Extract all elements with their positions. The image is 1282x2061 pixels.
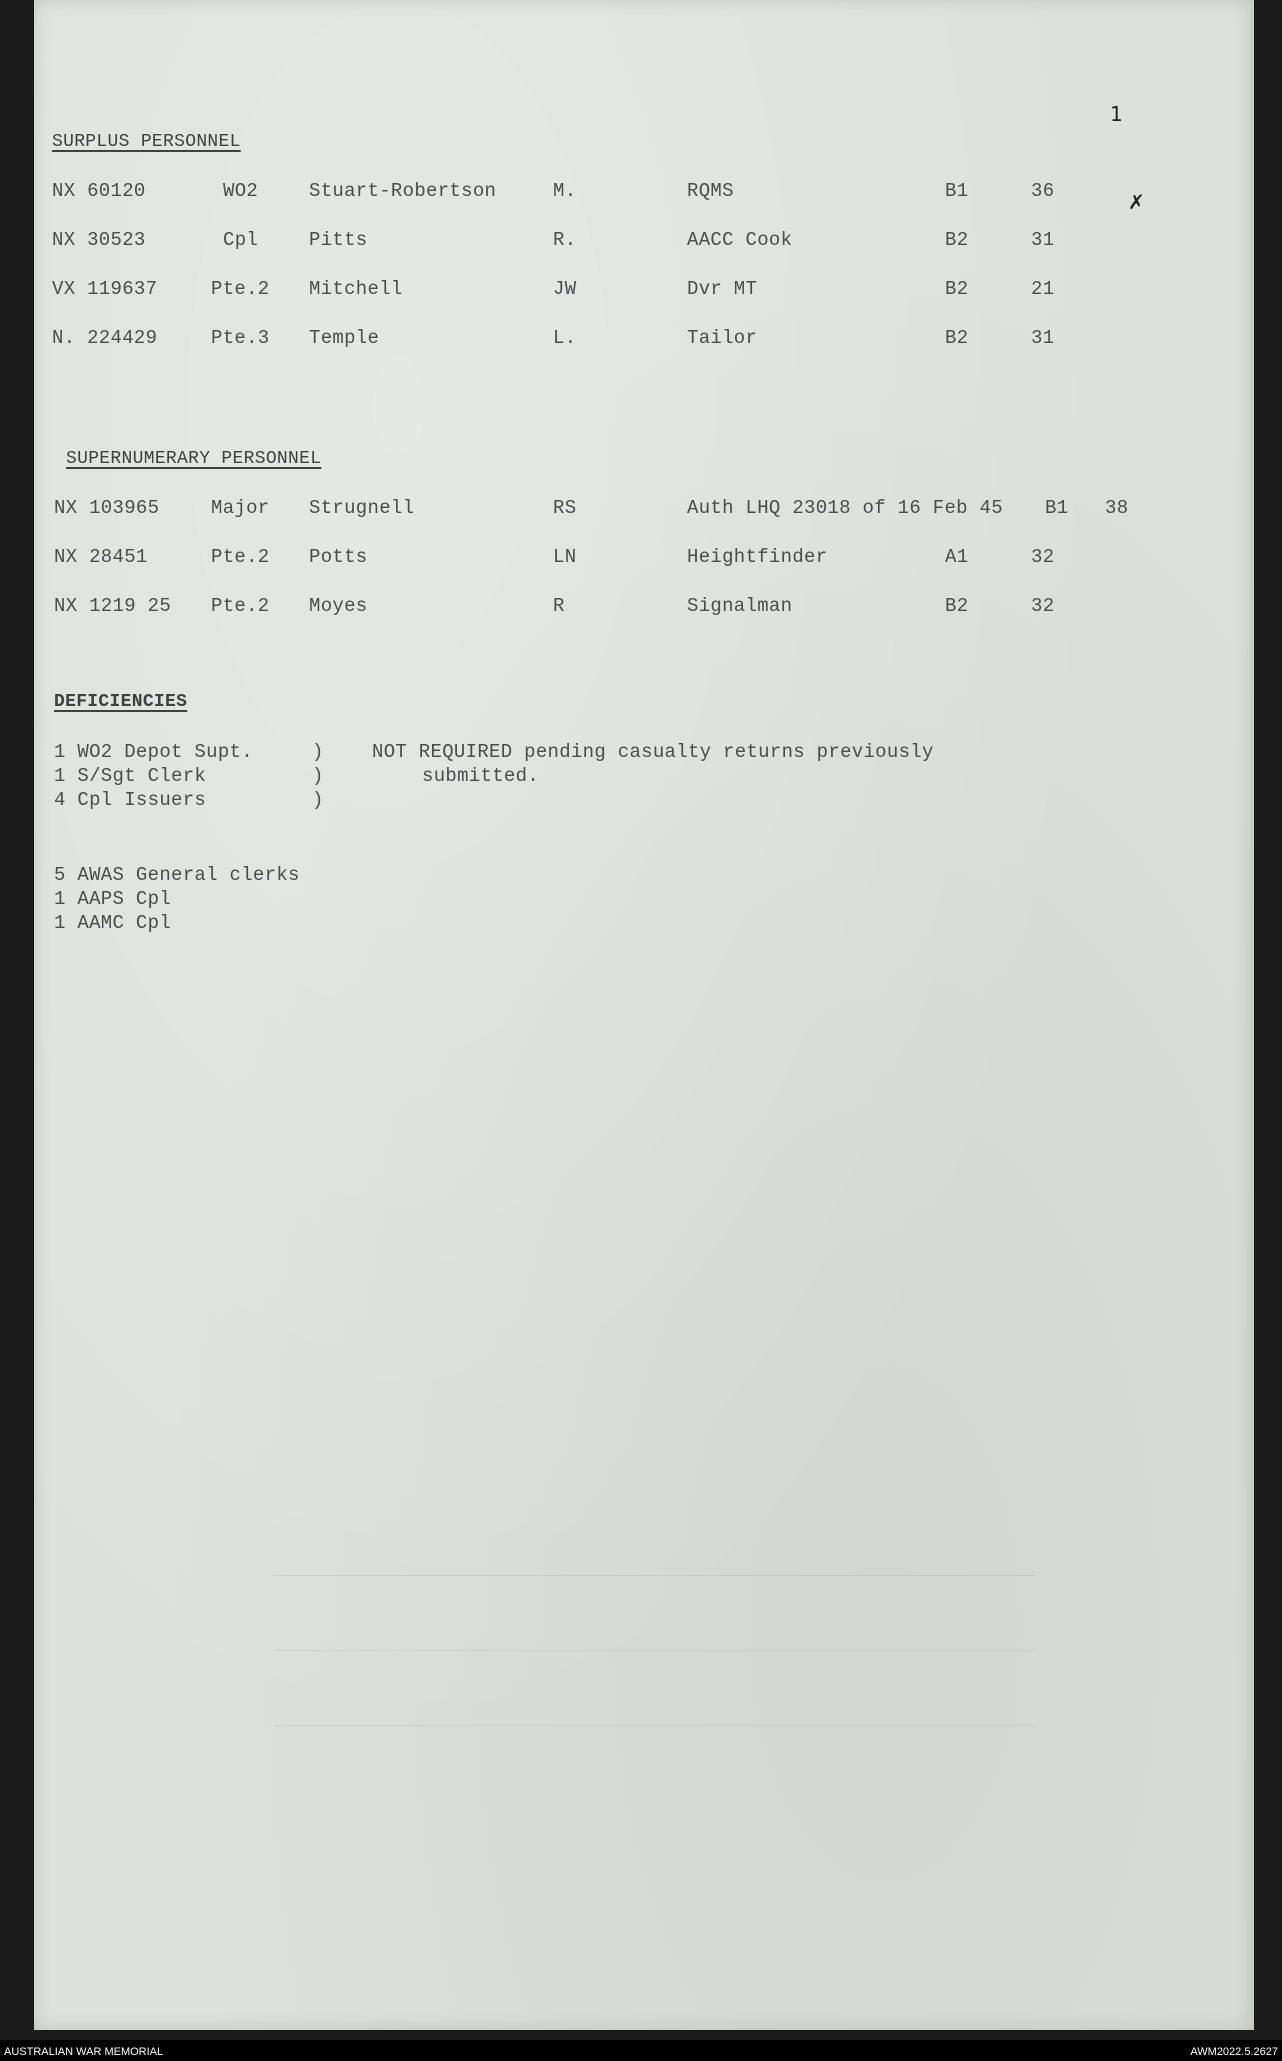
service-number: NX 60120 [52,180,146,202]
faint-line [274,1575,1034,1576]
surplus-heading: SURPLUS PERSONNEL [52,132,241,152]
document-page [34,0,1250,2030]
extra-deficiency: 1 AAPS Cpl [54,888,172,910]
initials: R [553,595,565,617]
rank: Pte.2 [211,278,270,300]
deficiency-item: 4 Cpl Issuers [54,789,207,811]
tick-mark: ✗ [1128,190,1145,214]
age: 21 [1031,278,1055,300]
surname: Mitchell [309,278,403,300]
initials: M. [553,180,577,202]
surname: Stuart-Robertson [309,180,497,202]
bracket: ) [312,741,324,763]
supernumerary-heading: SUPERNUMERARY PERSONNEL [66,449,322,469]
medical-class: B1 [1045,497,1069,519]
role: Signalman [687,595,793,617]
footer-accession-number: AWM2022.5.2627 [1190,2046,1278,2058]
initials: R. [553,229,577,251]
medical-class: B2 [945,278,969,300]
medical-class: A1 [945,546,969,568]
age: 38 [1105,497,1129,519]
initials: JW [553,278,577,300]
initials: RS [553,497,577,519]
faint-line [274,1725,1034,1726]
role: AACC Cook [687,229,793,251]
rank: WO2 [223,180,259,202]
service-number: NX 103965 [54,497,160,519]
service-number: NX 28451 [54,546,148,568]
footer-bar [0,2040,1282,2061]
surname: Potts [309,546,368,568]
deficiency-item: 1 S/Sgt Clerk [54,765,207,787]
initials: LN [553,546,577,568]
medical-class: B2 [945,327,969,349]
service-number: NX 1219 25 [54,595,172,617]
bracket: ) [312,765,324,787]
role: Tailor [687,327,758,349]
age: 31 [1031,327,1055,349]
service-number: N. 224429 [52,327,158,349]
medical-class: B1 [945,180,969,202]
age: 32 [1031,546,1055,568]
age: 31 [1031,229,1055,251]
age: 32 [1031,595,1055,617]
surname: Temple [309,327,380,349]
deficiency-note: NOT REQUIRED pending casualty returns previously [372,741,934,763]
deficiencies-heading: DEFICIENCIES [54,692,188,712]
faint-line [274,1650,1034,1651]
extra-deficiency: 5 AWAS General clerks [54,864,300,886]
service-number: VX 119637 [52,278,158,300]
initials: L. [553,327,577,349]
role: Heightfinder [687,546,828,568]
surname: Pitts [309,229,368,251]
medical-class: B2 [945,229,969,251]
age: 36 [1031,180,1055,202]
bracket: ) [312,789,324,811]
extra-deficiency: 1 AAMC Cpl [54,912,172,934]
authority: Auth LHQ 23018 of 16 Feb 45 [687,497,1003,519]
rank: Cpl [223,229,259,251]
medical-class: B2 [945,595,969,617]
rank: Pte.2 [211,595,270,617]
service-number: NX 30523 [52,229,146,251]
role: RQMS [687,180,734,202]
footer-institution: AUSTRALIAN WAR MEMORIAL [4,2046,164,2058]
deficiency-note-continued: submitted. [422,765,540,787]
page-number-mark: 1 [1110,102,1123,126]
role: Dvr MT [687,278,758,300]
rank: Pte.2 [211,546,270,568]
rank: Pte.3 [211,327,270,349]
page-edge [1250,0,1254,2030]
surname: Moyes [309,595,368,617]
surname: Strugnell [309,497,415,519]
deficiency-item: 1 WO2 Depot Supt. [54,741,253,763]
rank: Major [211,497,270,519]
